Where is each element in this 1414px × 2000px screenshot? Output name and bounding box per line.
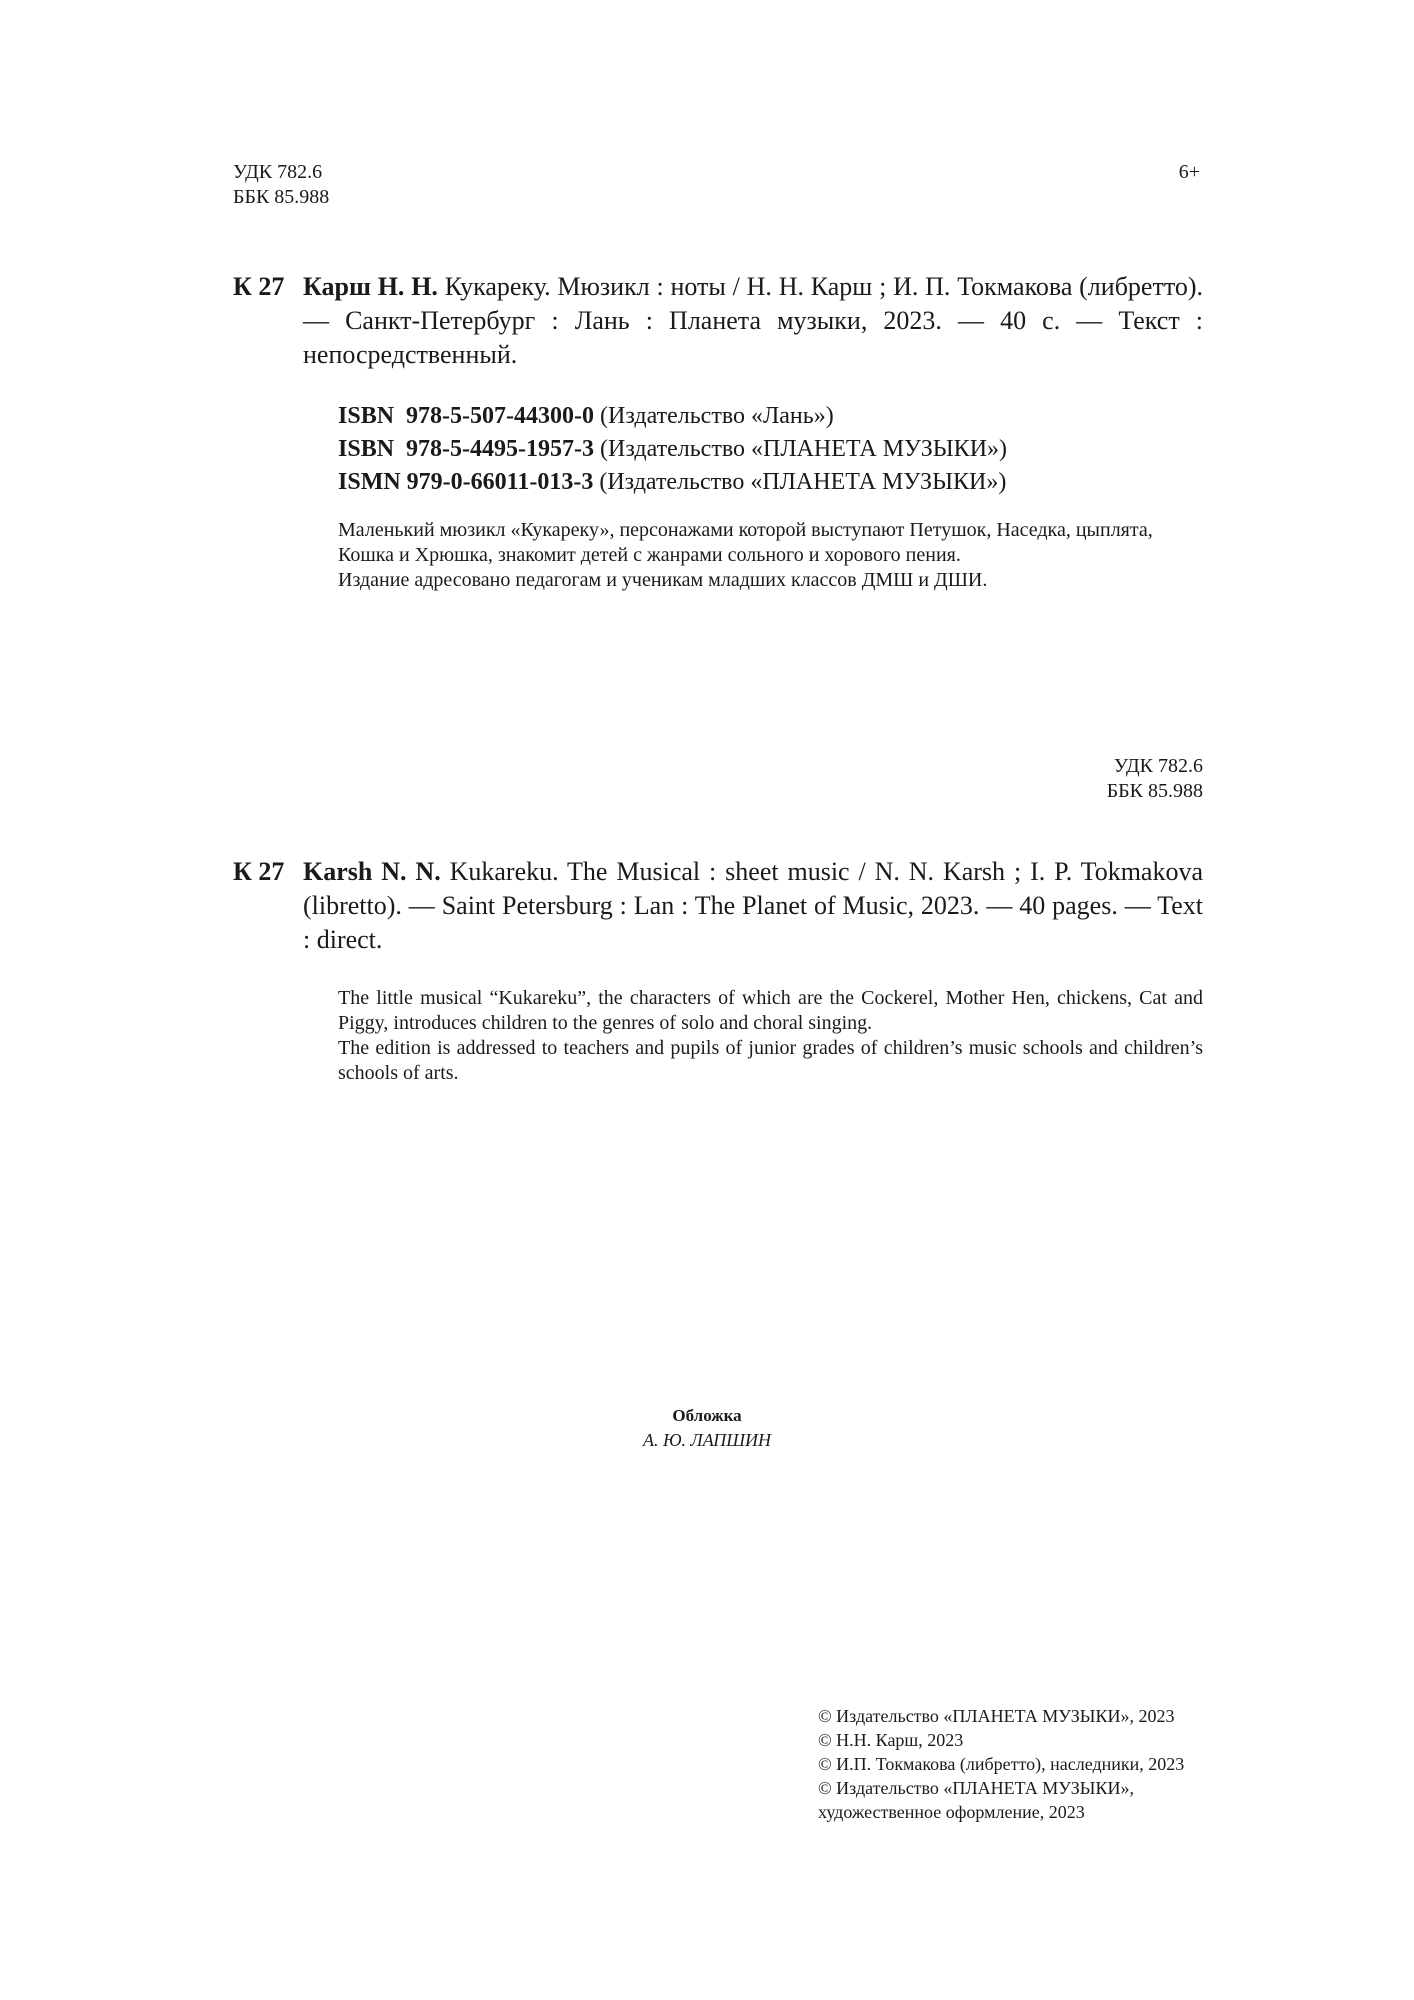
ru-bibliographic-entry (303, 270, 1203, 372)
copyright-line: © Н.Н. Карш, 2023 (818, 1730, 964, 1750)
copyright-line: © Издательство «ПЛАНЕТА МУЗЫКИ», (818, 1778, 1134, 1798)
identifier-row (338, 400, 1007, 433)
ru-annotation-paragraph: Издание адресовано педагогам и ученикам младших классов ДМШ и ДШИ. (338, 569, 988, 591)
en-annotation-paragraph: The little musical “Kukareku”, the characters of which are the Cockerel, Mother Hen, chickens, Cat and Piggy, introduces children to the genres of solo and choral singing. (338, 987, 1203, 1034)
udk-code: УДК 782.6 (233, 161, 323, 183)
en-author-name: Karsh N. N. (303, 857, 441, 886)
classification-mid (1107, 754, 1203, 804)
identifier-number: 978-5-507-44300-0 (406, 403, 594, 429)
udk-code: УДК 782.6 (1113, 755, 1203, 777)
ru-entry-text: Кукареку. Мюзикл : ноты / Н. Н. Карш ; И. П. Токмакова (либретто). — Санкт-Петербург : Лань : Планета музыки, 2023. — 40 с. — Текст : непосредственный. (303, 272, 1204, 369)
age-rating: 6+ (1178, 161, 1200, 183)
identifier-list (338, 400, 1007, 499)
identifier-label: ISBN (338, 403, 395, 429)
en-entry-text: Kukareku. The Musical : sheet music / N. N. Karsh ; I. P. Tokmakova (libretto). — Saint Petersburg : Lan : The Planet of Music, 2023. — 40 pages. — Text : direct. (303, 857, 1203, 954)
copyright-line: © Издательство «ПЛАНЕТА МУЗЫКИ», 2023 (818, 1706, 1175, 1726)
copyright-line: © И.П. Токмакова (либретто), наследники, 2023 (818, 1754, 1185, 1774)
identifier-row (338, 466, 1007, 499)
identifier-number: 979-0-66011-013-3 (406, 469, 594, 495)
en-author-mark: К 27 (233, 857, 285, 886)
bbk-code: ББК 85.988 (1106, 780, 1203, 802)
identifier-label: ISMN (338, 469, 401, 495)
copyright-line: художественное оформление, 2023 (818, 1802, 1085, 1822)
bbk-code: ББК 85.988 (233, 186, 330, 208)
copyright-block (818, 1704, 1184, 1824)
identifier-row (338, 433, 1007, 466)
cover-credit-name: А. Ю. ЛАПШИН (642, 1430, 772, 1450)
ru-annotation-paragraph: Маленький мюзикл «Кукареку», персонажами которой выступают Петушок, Наседка, цыплята, Кошка и Хрюшка, знакомит детей с жанрами сольного и хорового пения. (338, 519, 1153, 566)
en-annotation (338, 986, 1203, 1086)
ru-author-mark: К 27 (233, 272, 285, 301)
classification-top (233, 160, 329, 210)
en-annotation-paragraph: The edition is addressed to teachers and pupils of junior grades of children’s music schools and children’s schools of arts. (338, 1037, 1203, 1084)
ru-author-name: Карш Н. Н. (303, 272, 438, 301)
cover-credit (0, 1404, 1414, 1452)
cover-credit-label: Обложка (672, 1406, 742, 1425)
ru-annotation (338, 518, 1203, 593)
identifier-number: 978-5-4495-1957-3 (406, 436, 594, 462)
identifier-publisher: (Издательство «ПЛАНЕТА МУЗЫКИ») (599, 469, 1007, 495)
identifier-label: ISBN (338, 436, 395, 462)
identifier-publisher: (Издательство «ПЛАНЕТА МУЗЫКИ») (600, 436, 1008, 462)
en-bibliographic-entry (303, 855, 1203, 957)
identifier-publisher: (Издательство «Лань») (600, 403, 834, 429)
